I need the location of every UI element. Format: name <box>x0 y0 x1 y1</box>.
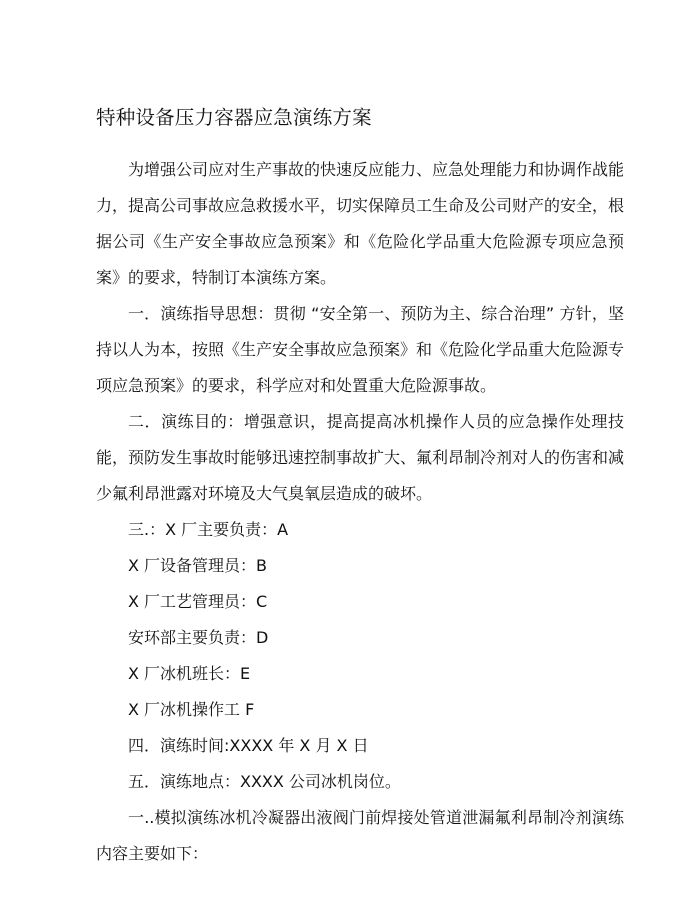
role-line-6: X 厂冰机操作工 F <box>128 700 255 719</box>
role-line-2: X 厂设备管理员：B <box>128 556 268 575</box>
document-title: 特种设备压力容器应急演练方案 <box>96 106 372 129</box>
drill-time-line: 四．演练时间:XXXX 年 X 月 X 日 <box>128 736 369 755</box>
role-line-5: X 厂冰机班长：E <box>128 664 251 683</box>
purpose-paragraph: 二．演练目的：增强意识，提高提高冰机操作人员的应急操作处理技能，预防发生事故时能够迅速控制事故扩大、氟利昂制冷剂对人的伤害和减少氟利昂泄露对环境及大气臭氧层造成的破坏。 <box>96 412 625 503</box>
role-line-3: X 厂工艺管理员：C <box>128 592 268 611</box>
drill-place-line: 五．演练地点：XXXX 公司冰机岗位。 <box>128 772 401 791</box>
intro-paragraph: 为增强公司应对生产事故的快速反应能力、应急处理能力和协调作战能力，提高公司事故应急救援水平，切实保障员工生命及公司财产的安全，根据公司《生产安全事故应急预案》和《危险化学品重大危险源专项应急预案》的要求，特制订本演练方案。 <box>96 160 625 287</box>
role-line-4: 安环部主要负责：D <box>128 628 269 647</box>
guiding-principle-paragraph: 一．演练指导思想：贯彻 “安全第一、预防为主、综合治理” 方针，坚持以人为本，按照《生产安全事故应急预案》和《危险化学品重大危险源专项应急预案》的要求，科学应对和处置重大危险源事故。 <box>96 304 625 395</box>
scenario-paragraph: 一..模拟演练冰机冷凝器出液阀门前焊接处管道泄漏氟利昂制冷剂演练内容主要如下： <box>96 808 624 863</box>
role-line-1: 三.：X 厂主要负责：A <box>128 520 289 539</box>
